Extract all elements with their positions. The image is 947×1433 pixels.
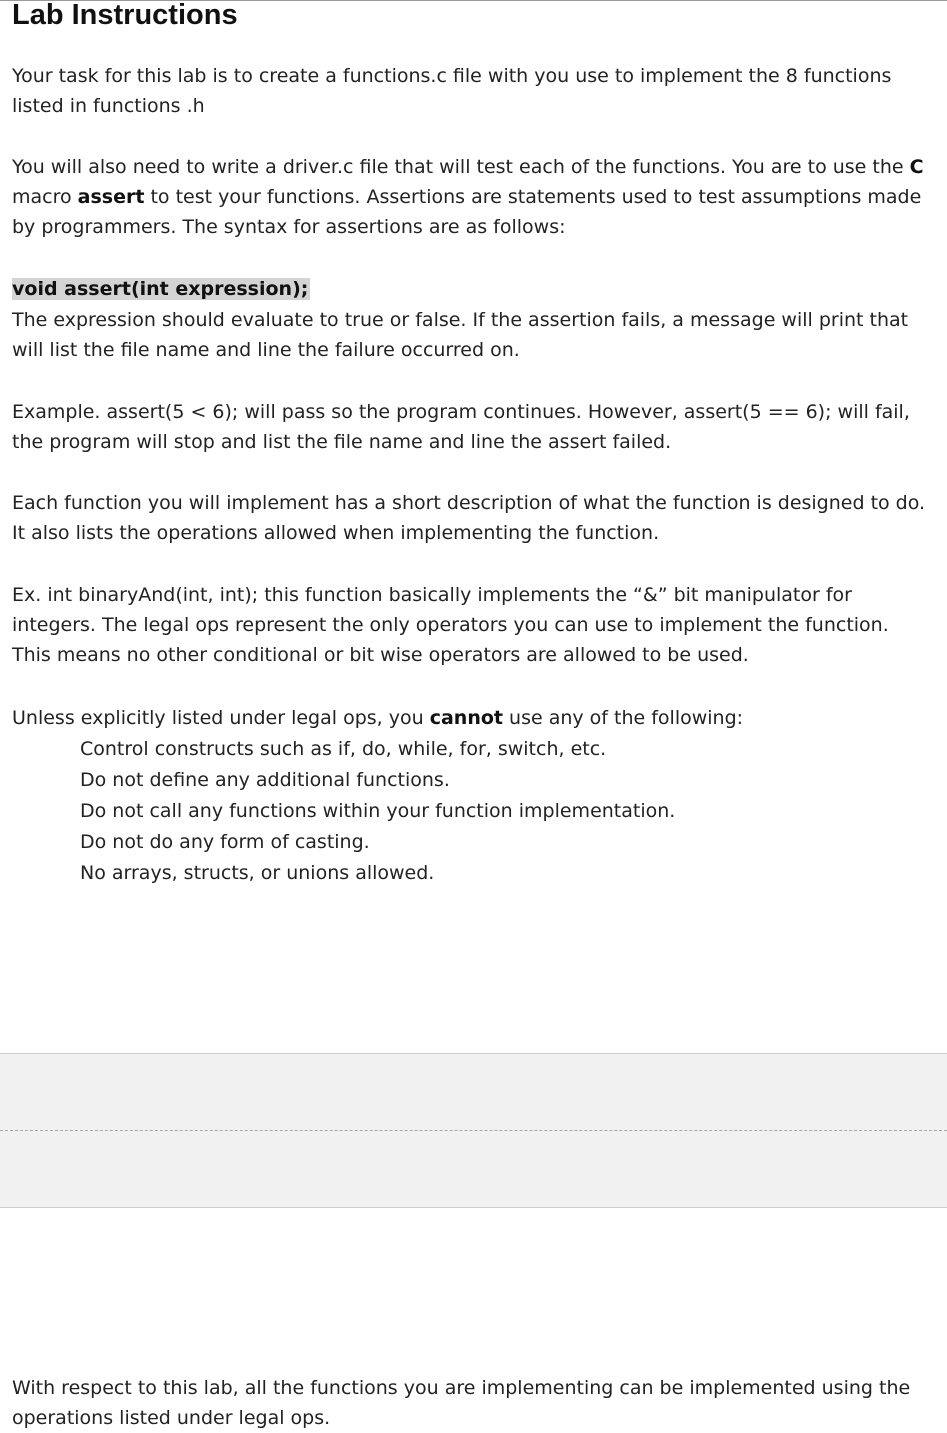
restrictions-lead-start: Unless explicitly listed under legal ops, you bbox=[12, 707, 430, 729]
driver-text-end: to test your functions. Assertions are statements used to test assumptions made by programmers. The syntax for assertions are as follows: bbox=[12, 186, 922, 238]
macro-word: macro bbox=[12, 186, 78, 208]
page-title: Lab Instructions bbox=[12, 0, 238, 31]
binaryand-example-paragraph: Ex. int binaryAnd(int, int); this function basically implements the “&” bit manipulator for integers. The legal ops represent the only operators you can use to implement the function. This means no other conditional or bit wise operators are allowed to be used. bbox=[12, 584, 889, 666]
page-break-divider bbox=[0, 1130, 947, 1131]
restriction-item: Do not define any additional functions. bbox=[80, 769, 450, 791]
assert-term: assert bbox=[77, 186, 145, 208]
assert-description: The expression should evaluate to true or false. If the assertion fails, a message will print that will list the file name and line the failure occurred on. bbox=[12, 309, 909, 361]
example-paragraph: Example. assert(5 < 6); will pass so the program continues. However, assert(5 == 6); will fail, the program will stop and list the file name and line the assert failed. bbox=[12, 401, 910, 453]
cannot-term: cannot bbox=[429, 707, 503, 729]
driver-text-start: You will also need to write a driver.c file that will test each of the functions. You are to use the bbox=[12, 156, 910, 178]
restrictions-lead-end: use any of the following: bbox=[502, 707, 744, 729]
intro-paragraph: Your task for this lab is to create a functions.c file with you use to implement the 8 functions listed in functions .h bbox=[12, 65, 892, 117]
assert-signature: void assert(int expression); bbox=[12, 278, 309, 300]
restrictions-lead bbox=[12, 703, 932, 733]
restrictions-list bbox=[80, 734, 675, 889]
closing-paragraph: With respect to this lab, all the functions you are implementing can be implemented using the operations listed under legal ops. bbox=[12, 1377, 911, 1429]
restriction-item: Do not do any form of casting. bbox=[80, 831, 370, 853]
restriction-item: No arrays, structs, or unions allowed. bbox=[80, 862, 435, 884]
assert-syntax-block bbox=[12, 274, 932, 304]
functions-paragraph: Each function you will implement has a short description of what the function is designed to do. It also lists the operations allowed when implementing the function. bbox=[12, 492, 926, 544]
restriction-item: Control constructs such as if, do, while, for, switch, etc. bbox=[80, 738, 607, 760]
page-break-band bbox=[0, 1053, 947, 1208]
c-language-term: C bbox=[909, 156, 924, 178]
restriction-item: Do not call any functions within your function implementation. bbox=[80, 800, 676, 822]
driver-paragraph bbox=[12, 152, 932, 242]
